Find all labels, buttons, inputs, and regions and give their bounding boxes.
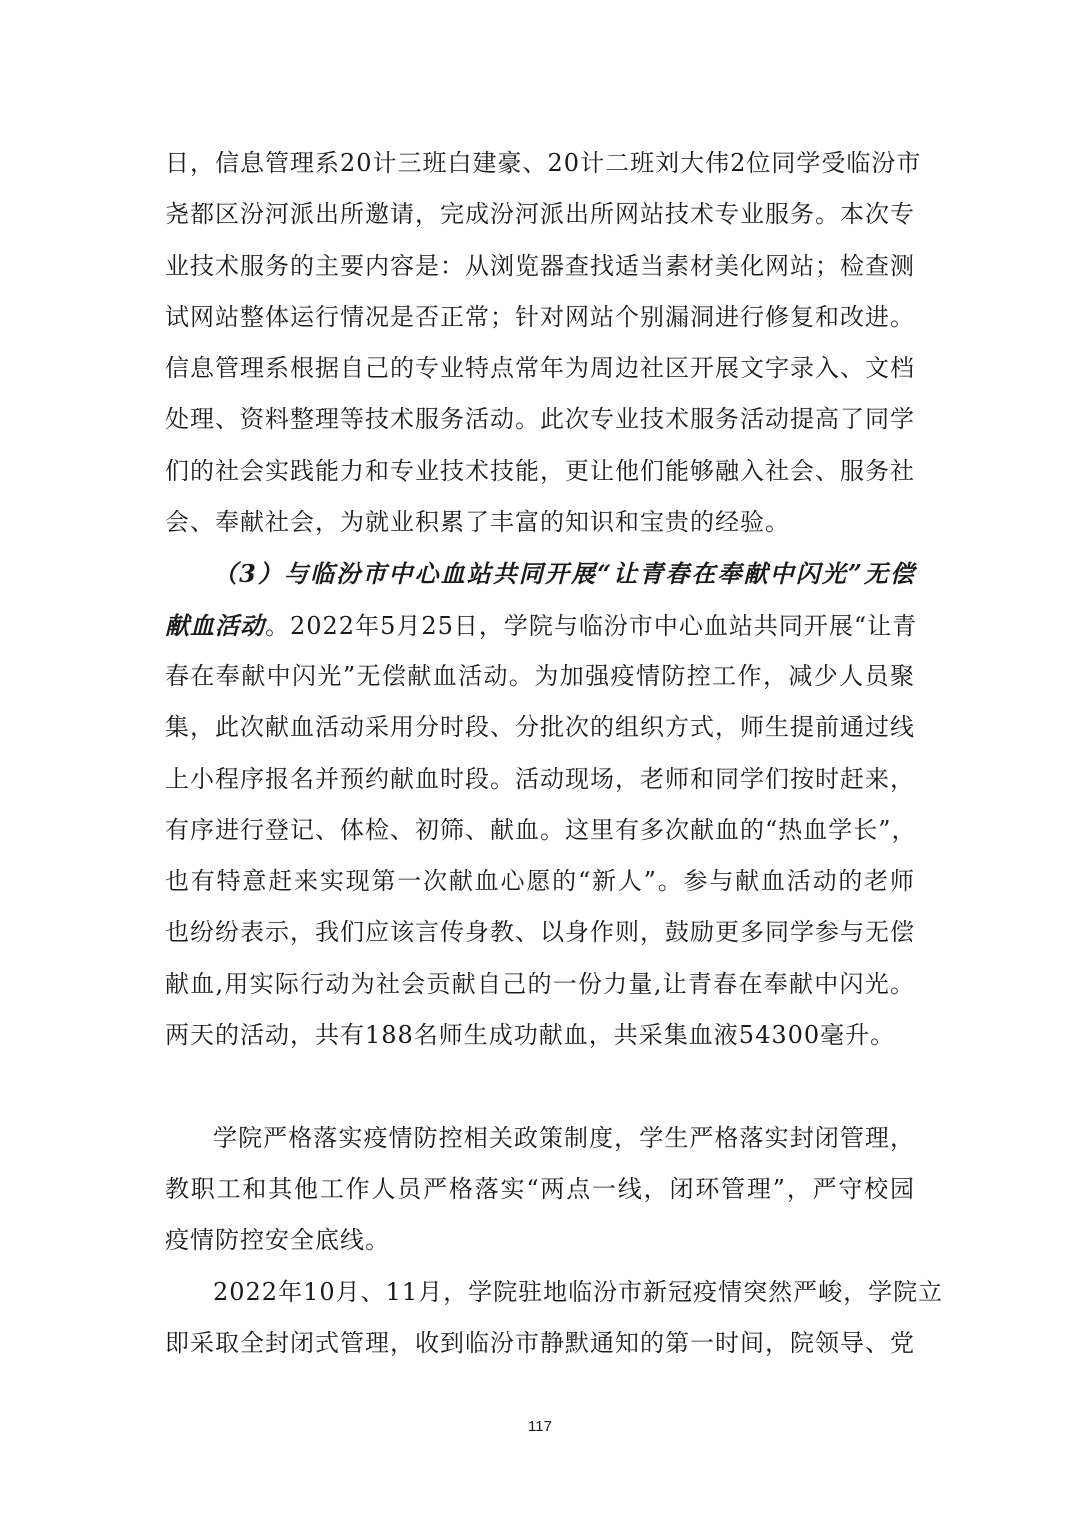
subsection-lead-line: （3）与临汾市中心血站共同开展“让青春在奉献中闪光”无偿 — [213, 559, 915, 589]
body-line: 们的社会实践能力和专业技术技能，更让他们能够融入社会、服务社 — [165, 456, 915, 485]
body-line: 会、奉献社会，为就业积累了丰富的知识和宝贵的经验。 — [165, 508, 790, 537]
body-line: 也纷纷表示，我们应该言传身教、以身作则，鼓励更多同学参与无偿 — [165, 918, 915, 947]
body-line: 试网站整体运行情况是否正常；针对网站个别漏洞进行修复和改进。 — [165, 302, 915, 331]
body-line: 春在奉献中闪光”无偿献血活动。为加强疫情防控工作，减少人员聚 — [165, 661, 915, 690]
page-number: 117 — [528, 1418, 552, 1435]
body-line: 信息管理系根据自己的专业特点常年为周边社区开展文字录入、文档 — [165, 354, 915, 383]
document-body — [165, 138, 944, 1369]
body-line: 献血,用实际行动为社会贡献自己的一份力量,让青春在奉献中闪光。 — [165, 969, 915, 998]
body-line: 疫情防控安全底线。 — [165, 1226, 390, 1255]
body-line: 有序进行登记、体检、初筛、献血。这里有多次献血的“热血学长”， — [165, 815, 917, 844]
body-line-mixed — [165, 600, 918, 651]
body-line: 处理、资料整理等技术服务活动。此次专业技术服务活动提高了同学 — [165, 405, 915, 434]
body-line: 业技术服务的主要内容是：从浏览器查找适当素材美化网站；检查测 — [165, 251, 915, 280]
body-line: 学院严格落实疫情防控相关政策制度，学生严格落实封闭管理， — [213, 1123, 915, 1152]
body-line: 集，此次献血活动采用分时段、分批次的组织方式，师生提前通过线 — [165, 713, 915, 742]
body-line: 日，信息管理系20计三班白建豪、20计二班刘大伟2位同学受临汾市 — [165, 149, 922, 177]
body-line-rest: 。2022年5月25日，学院与临汾市中心血站共同开展“让青 — [265, 611, 918, 640]
section-heading — [165, 1061, 915, 1112]
body-line: 也有特意赶来实现第一次献血心愿的“新人”。参与献血活动的老师 — [165, 867, 915, 896]
body-line: 教职工和其他工作人员严格落实“两点一线，闭环管理”，严守校园 — [165, 1174, 915, 1203]
subsection-lead-tail: 献血活动 — [165, 610, 265, 640]
body-line: 两天的活动，共有188名师生成功献血，共采集血液54300毫升。 — [165, 1021, 896, 1050]
body-line: 即采取全封闭式管理，收到临汾市静默通知的第一时间，院领导、党 — [165, 1328, 915, 1357]
body-line: 尧都区汾河派出所邀请，完成汾河派出所网站技术专业服务。本次专 — [165, 200, 915, 229]
body-line: 2022年10月、11月，学院驻地临汾市新冠疫情突然严峻，学院立 — [213, 1277, 944, 1306]
body-line: 上小程序报名并预约献血时段。活动现场，老师和同学们按时赶来， — [165, 764, 915, 793]
